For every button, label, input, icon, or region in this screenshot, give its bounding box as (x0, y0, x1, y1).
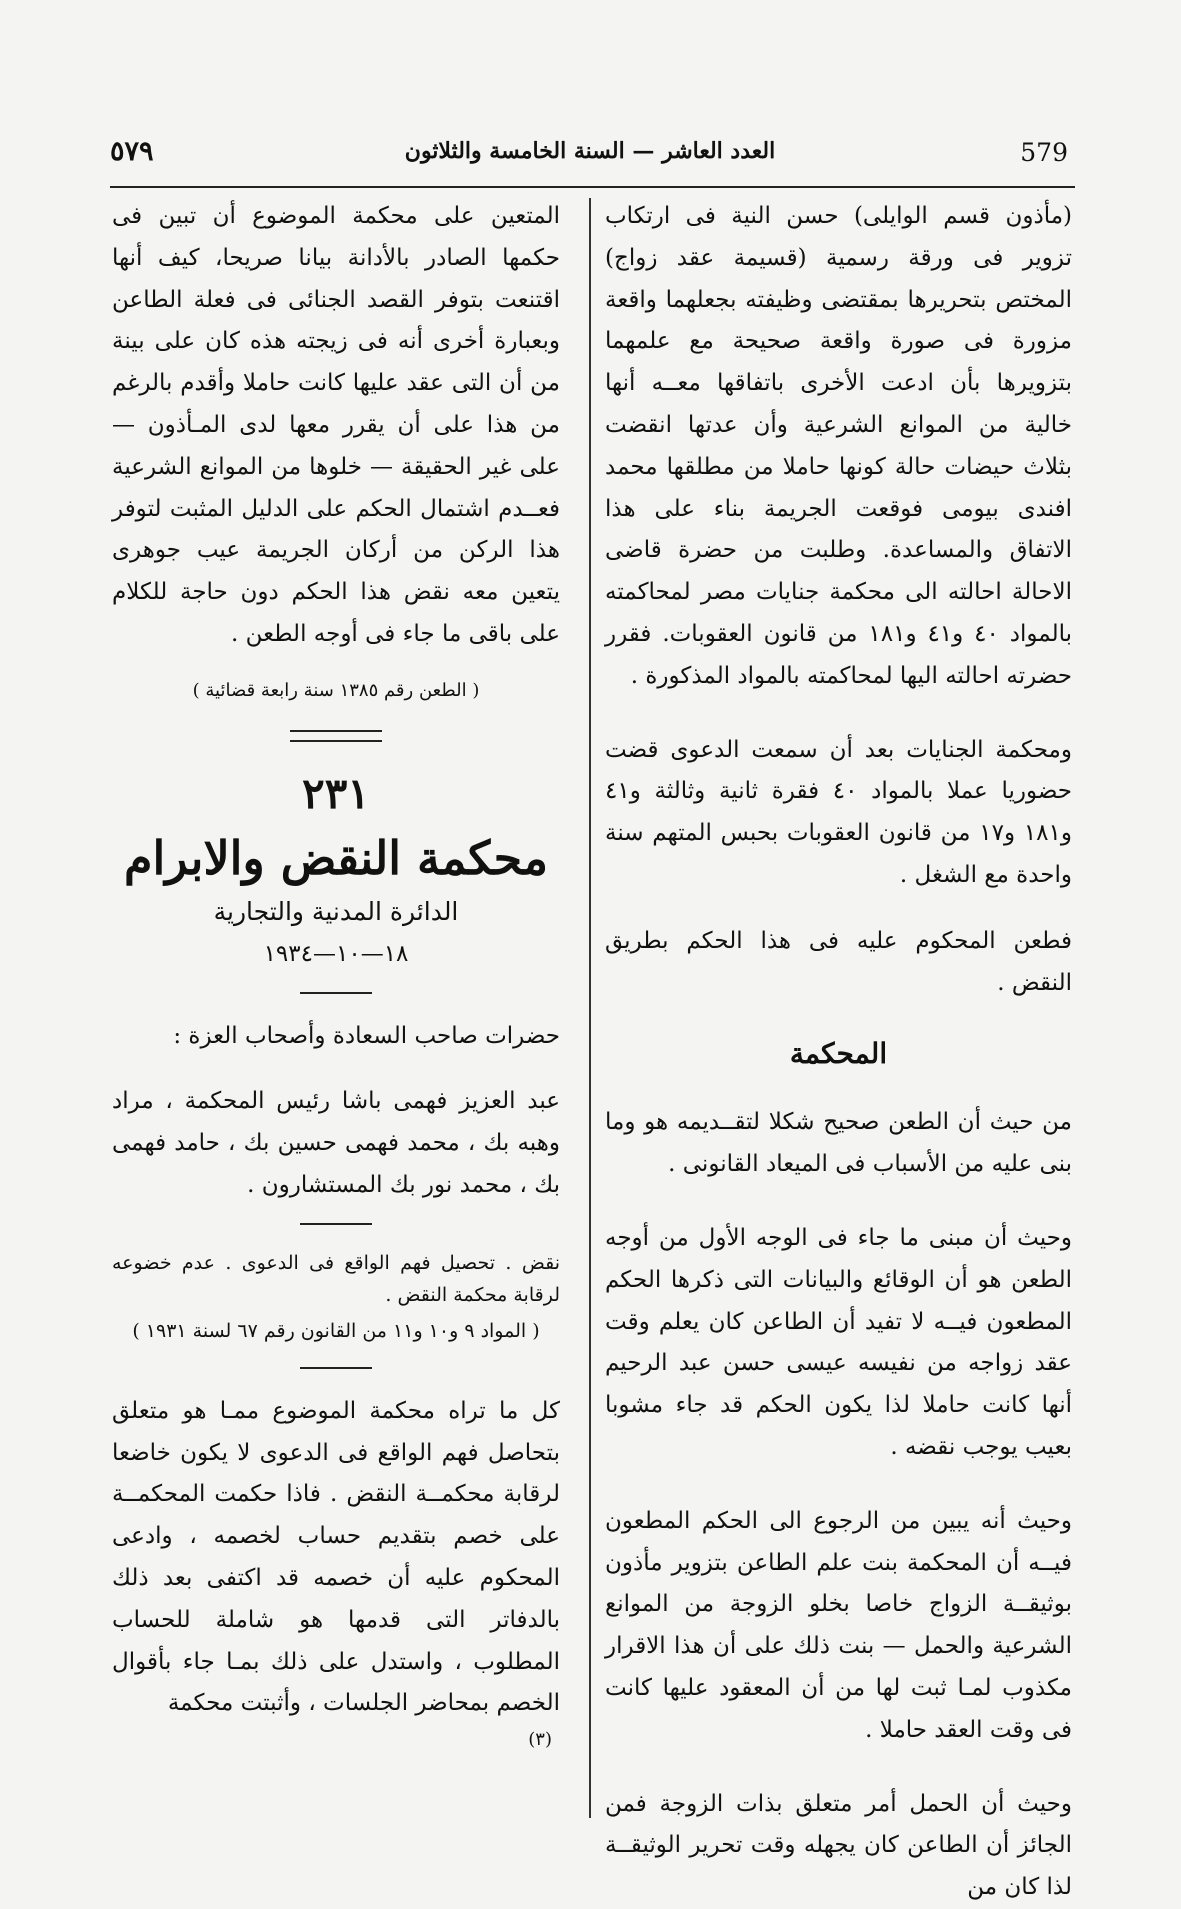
page-number-latin: 579 (1020, 138, 1068, 167)
law-reference: ( المواد ٩ و١٠ و١١ من القانون رقم ٦٧ لسنة ١٩٣١ ) (132, 1319, 540, 1342)
bench-intro: حضرات صاحب السعادة وأصحاب العزة : (173, 1022, 560, 1049)
running-title: العدد العاشر — السنة الخامسة والثلاثون (404, 138, 776, 164)
column-divider (589, 198, 591, 1818)
signature-mark: (٣) (528, 1729, 552, 1751)
paragraph: وحيث أن الحمل أمر متعلق بذات الزوجة فمن الجائز أن الطاعن كان يجهله وقت تحرير الوثيقــة لذا كان من (605, 1790, 1072, 1901)
paragraph: من حيث أن الطعن صحيح شكلا لتقــديمه هو وما بنى عليه من الأسباب فى الميعاد القانونى . (605, 1109, 1072, 1178)
circuit-name: الدائرة المدنية والتجارية (213, 896, 459, 926)
short-rule (300, 1223, 372, 1225)
right-column (605, 196, 1072, 1909)
section-heading: المحكمة (789, 1037, 888, 1071)
case-number: ٢٣١ (302, 768, 370, 818)
paragraph: (مأذون قسم الوايلى) حسن النية فى ارتكاب تزوير فى ورقة رسمية (قسيمة عقد زواج) المختص بتحريرها بمقتضى وظيفته بجعلهما واقعة مزورة فى صورة واقعة صحيحة مع علمهما بتزويرها بأن ادعت الأخرى باتفاقها معــه أنها خالية من الموانع الشرعية وأن عدتها انقضت بثلاث حيضات حالة كونها حاملا من مطلقها محمد افندى بيومى فوقعت الجريمة بناء على هذا الاتفاق والمساعدة. وطلبت من حضرة قاضى الاحالة احالته الى محكمة جنايات مصر لمحاكمته بالمواد ٤٠ و٤١ و١٨١ من قانون العقوبات. فقرر حضرته احالته اليها لمحاكمته بالمواد المذكورة . (605, 203, 1072, 689)
appeal-note: ( الطعن رقم ١٣٨٥ سنة رابعة قضائية ) (192, 679, 480, 701)
paragraph: وحيث أن مبنى ما جاء فى الوجه الأول من أوجه الطعن هو أن الوقائع والبيانات التى ذكرها الحكم المطعون فيــه لا تفيد أن الطاعن كان يعلم وقت عقد زواجه من نفيسه عيسى حسن عبد الرحيم أنها كانت حاملا لذا يكون الحكم قد جاء مشوبا بعيب يوجب نقضه . (605, 1224, 1072, 1460)
court-name: محكمة النقض والابرام (124, 830, 548, 885)
keywords: نقض . تحصيل فهم الواقع فى الدعوى . عدم خضوعه لرقابة محكمة النقض . (112, 1251, 560, 1306)
short-rule (300, 1367, 372, 1369)
paragraph: فطعن المحكوم عليه فى هذا الحكم بطريق النقض . (605, 927, 1072, 996)
paragraph: وحيث أنه يبين من الرجوع الى الحكم المطعون فيــه أن المحكمة بنت علم الطاعن بتزوير مأذون بوثيقــة الزواج خاصا بخلو الزوجة من الموانع الشرعية والحمل — بنت ذلك على أن هذا الاقرار مكذوب لمـا ثبت لها من أن المعقود عليها كانت فى وقت العقد حاملا . (605, 1507, 1072, 1743)
page-header (110, 136, 1068, 176)
judgment-date: ١٨—١٠—١٩٣٤ (263, 940, 409, 967)
double-rule (290, 730, 382, 742)
paragraph: ومحكمة الجنايات بعد أن سمعت الدعوى قضت حضوريا عملا بالمواد ٤٠ فقرة ثانية وثالثة و٤١ و١٨١ و١٧ من قانون العقوبات بحبس المتهم سنة واحدة مع الشغل . (605, 736, 1072, 888)
paragraph: المتعين على محكمة الموضوع أن تبين فى حكمها الصادر بالأدانة بيانا صريحا، كيف أنها اقتنعت بتوفر القصد الجنائى فى فعلة الطاعن وبعبارة أخرى أنه فى زيجته هذه كان على بينة من أن التى عقد عليها كانت حاملا وأقدم بالرغم من هذا على أن يقرر معها لدى المـأذون — على غير الحقيقة — خلوها من الموانع الشرعية فعــدم اشتمال الحكم على الدليل المثبت لتوفر هذا الركن من أركان الجريمة عيب جوهرى يتعين معه نقض هذا الحكم دون حاجة للكلام على باقى ما جاء فى أوجه الطعن . (112, 203, 560, 647)
paragraph: كل ما تراه محكمة الموضوع ممـا هو متعلق بتحاصل فهم الواقع فى الدعوى لا يكون خاضعا لرقابة محكمــة النقض . فاذا حكمت المحكمــة على خصم بتقديم حساب لخصمه ، وادعى المحكوم عليه أن خصمه قد اكتفى بعد ذلك بالدفاتر التى قدمها هو شاملة للحساب المطلوب ، واستدل على ذلك بمـا جاء بأقوال الخصم بمحاضر الجلسات ، وأثبتت محكمة (112, 1397, 560, 1717)
bench-names: عبد العزيز فهمى باشا رئيس المحكمة ، مراد وهبه بك ، محمد فهمى حسين بك ، حامد فهمى بك ، محمد نور بك المستشارون . (112, 1088, 560, 1198)
header-rule (110, 186, 1075, 188)
page-number-arabic: ٥٧٩ (110, 136, 154, 167)
short-rule (300, 992, 372, 994)
left-column (112, 196, 560, 1755)
